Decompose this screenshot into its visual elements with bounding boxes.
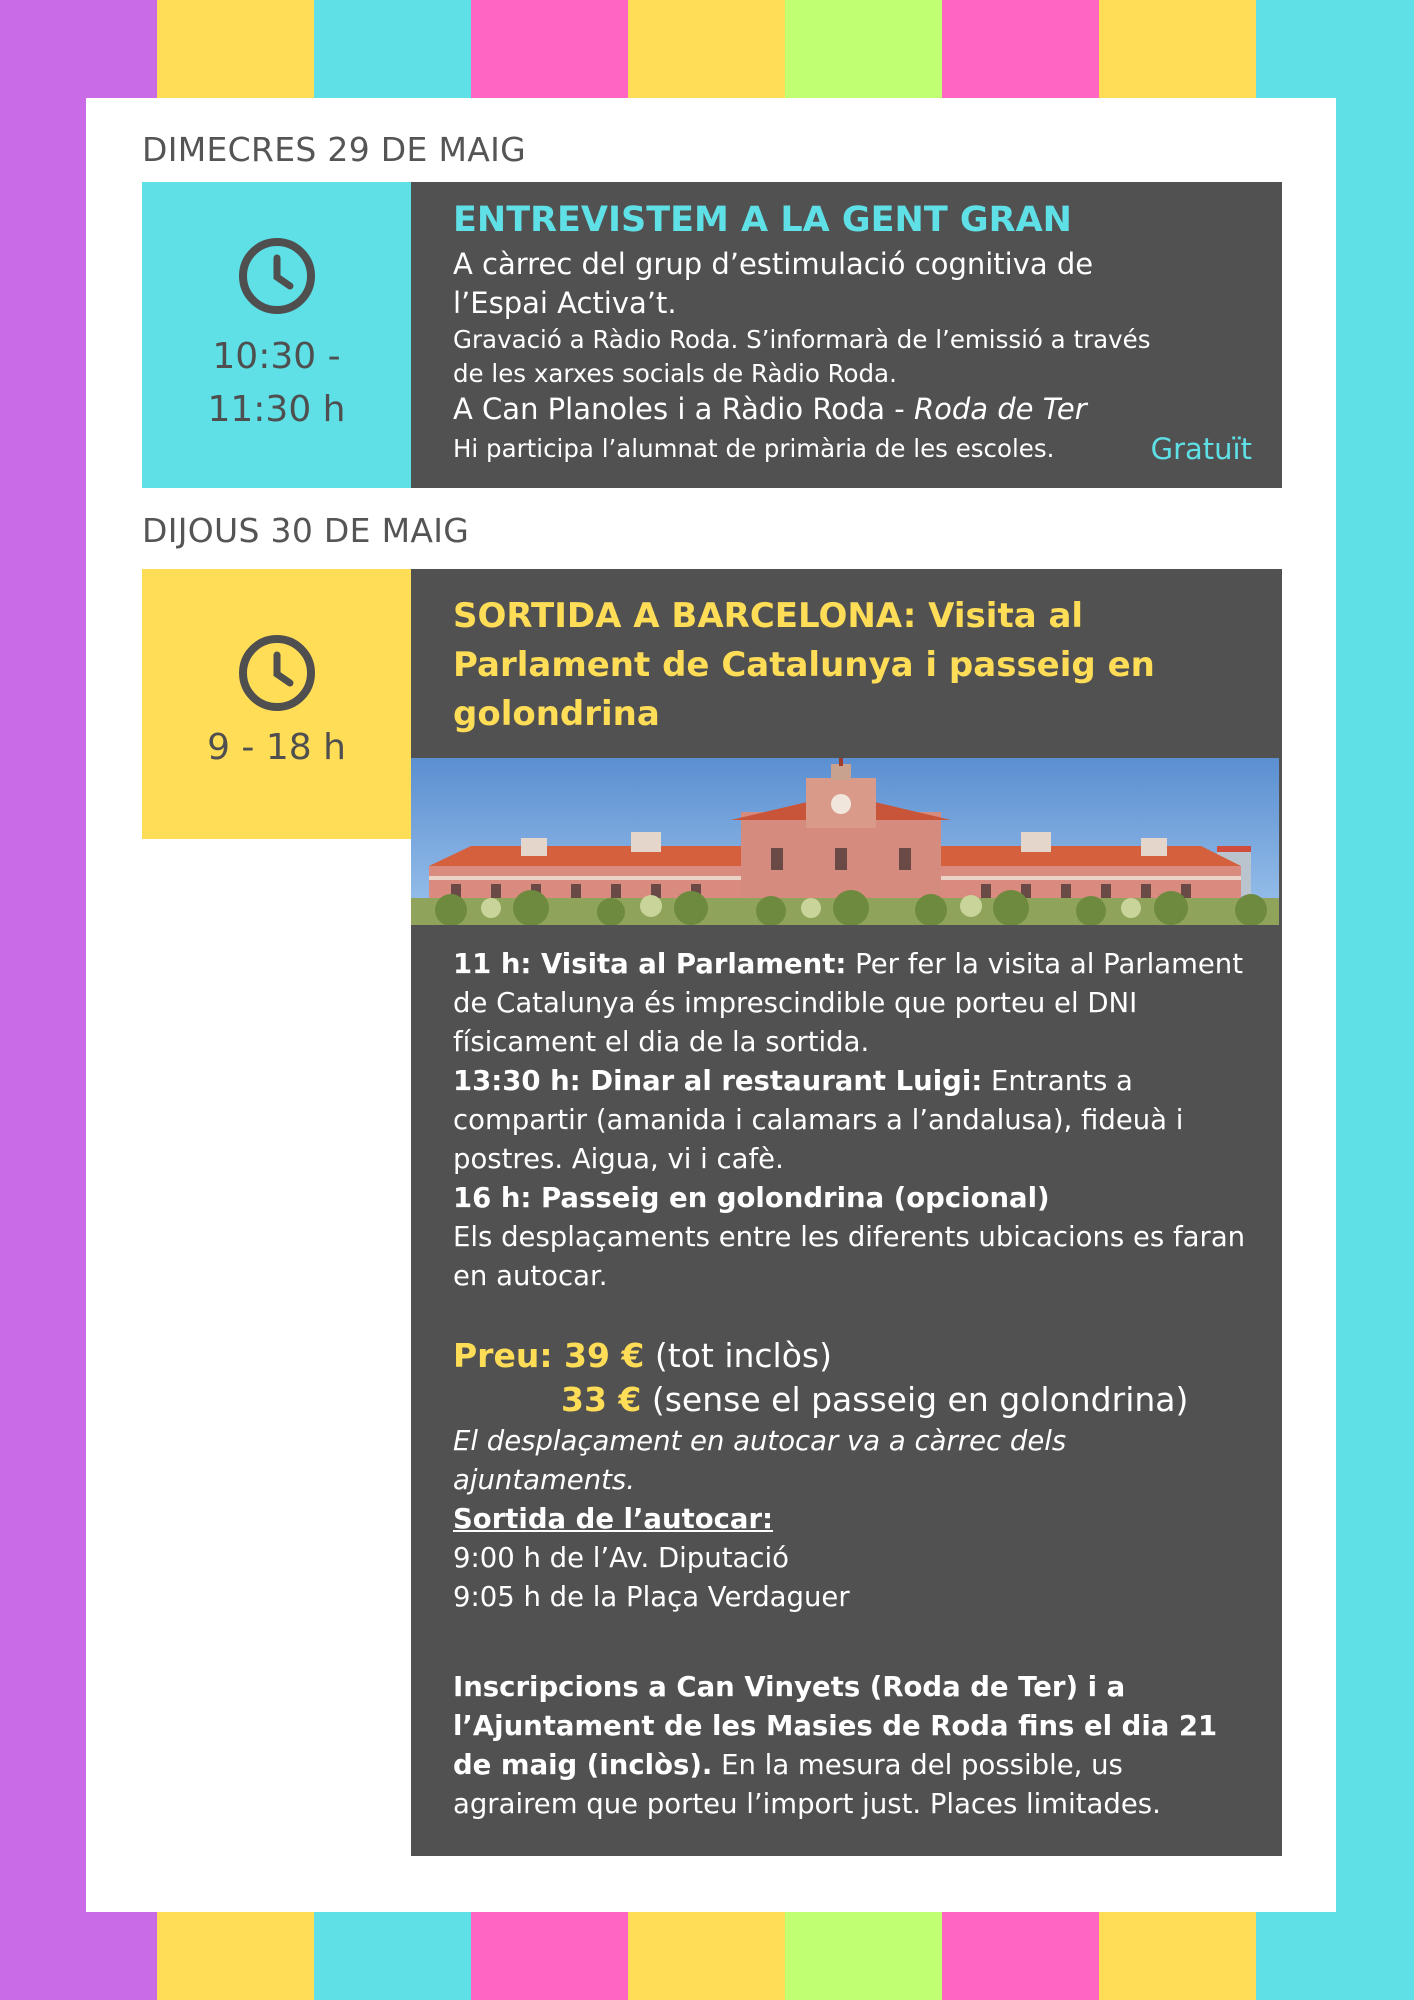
price-reduced: 33 € <box>561 1380 642 1419</box>
departure-second: 9:05 h de la Plaça Verdaguer <box>453 1581 850 1613</box>
day-heading-wednesday: DIMECRES 29 DE MAIG <box>142 130 527 169</box>
event1-note-line1: Gravació a Ràdio Roda. S’informarà de l’emissió a través <box>453 325 1151 354</box>
event2-time-block <box>142 569 411 839</box>
event1-time-start: 10:30 - <box>212 336 341 377</box>
event1-description-line1: A càrrec del grup d’estimulació cognitiva de <box>453 247 1094 281</box>
lunch-label: 13:30 h: Dinar al restaurant Luigi: <box>453 1065 983 1097</box>
event1-title: ENTREVISTEM A LA GENT GRAN <box>453 200 1072 240</box>
visit-label: 11 h: Visita al Parlament: <box>453 948 847 980</box>
event1-time-end: 11:30 h <box>207 389 346 430</box>
event1-description-line2: l’Espai Activa’t. <box>453 286 677 320</box>
price-full: Preu: 39 € <box>453 1336 645 1375</box>
price-reduced-line <box>453 1378 1253 1422</box>
transport-text: Els desplaçaments entre les diferents ubicacions es faran en autocar. <box>453 1221 1246 1292</box>
day-heading-thursday: DIJOUS 30 DE MAIG <box>142 511 470 550</box>
event2-signup <box>453 1668 1253 1824</box>
price-full-line <box>453 1334 1253 1378</box>
event1-participants: Hi participa l’alumnat de primària de les escoles. <box>453 434 1055 463</box>
right-border-stripe <box>1336 0 1414 2000</box>
bus-note: El desplaçament en autocar va a càrrec dels ajuntaments. <box>453 1425 1067 1496</box>
clock-icon <box>237 236 317 316</box>
event1-price-badge: Gratuït <box>1150 432 1252 466</box>
event1-time-block <box>142 182 411 488</box>
event2-time: 9 - 18 h <box>207 727 346 768</box>
clock-icon <box>237 633 317 713</box>
parlament-building-image <box>411 758 1279 925</box>
itinerary-boat <box>453 1179 1253 1218</box>
signup-label: Inscripcions a Can Vinyets (Roda de Ter) i a l’Ajuntament de les Masies de Roda fins el dia 21 de maig (inclòs). <box>453 1671 1218 1781</box>
event1-note-line2: de les xarxes socials de Ràdio Roda. <box>453 359 897 388</box>
itinerary-lunch <box>453 1062 1253 1179</box>
departure-label: Sortida de l’autocar: <box>453 1503 774 1535</box>
event2-title: SORTIDA A BARCELONA: Visita al Parlament de Catalunya i passeig en golondrina <box>453 596 1155 734</box>
departure-first: 9:00 h de l’Av. Diputació <box>453 1542 789 1574</box>
event1-location-town: Roda de Ter <box>913 392 1087 426</box>
left-border-stripe <box>0 0 86 2000</box>
itinerary-visit <box>453 945 1253 1062</box>
event1-location-place: A Can Planoles i a Ràdio Roda - <box>453 392 914 426</box>
visit-text: Per fer la visita al Parlament de Catalunya és imprescindible que porteu el DNI físicament el dia de la sortida. <box>453 948 1244 1058</box>
event1-location <box>453 392 1087 426</box>
bottom-color-stripes <box>0 1910 1414 2000</box>
lunch-text: Entrants a compartir (amanida i calamars a l’andalusa), fideuà i postres. Aigua, vi i cafè. <box>453 1065 1184 1175</box>
top-color-stripes <box>0 0 1414 98</box>
price-reduced-note: (sense el passeig en golondrina) <box>641 1380 1189 1419</box>
parlament-photo <box>411 758 1279 925</box>
signup-text: En la mesura del possible, us agrairem que porteu l’import just. Places limitades. <box>453 1749 1161 1820</box>
event2-pricing <box>453 1334 1253 1617</box>
price-full-note: (tot inclòs) <box>644 1336 832 1375</box>
event2-itinerary <box>453 945 1253 1296</box>
boat-label: 16 h: Passeig en golondrina (opcional) <box>453 1182 1050 1214</box>
